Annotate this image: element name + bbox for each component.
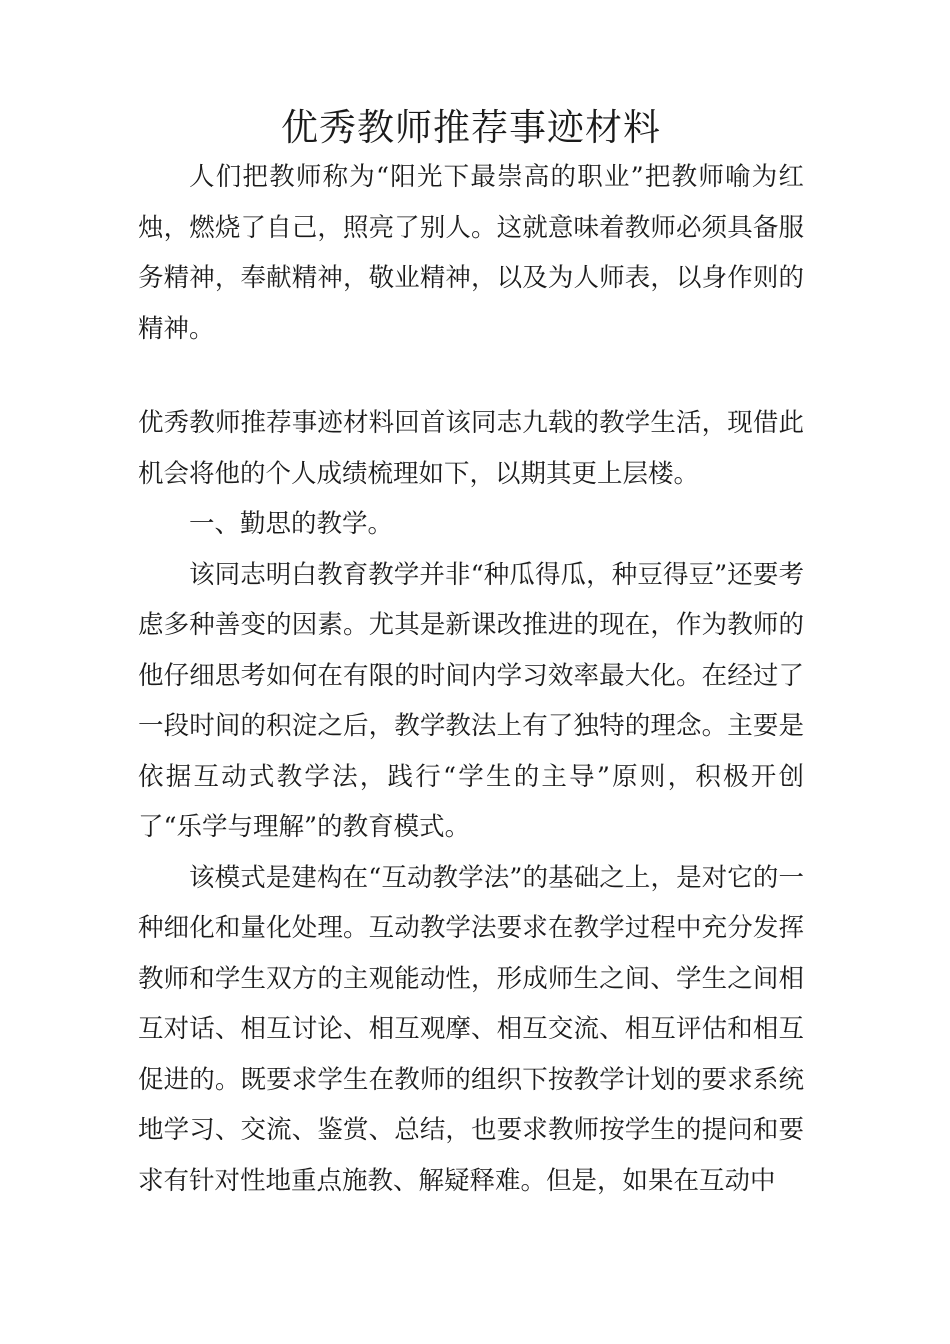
summary-paragraph: 优秀教师推荐事迹材料回首该同志九载的教学生活，现借此机会将他的个人成绩梳理如下，以期其更上层楼。: [138, 408, 804, 489]
body-paragraph: 该同志明白教育教学并非“种瓜得瓜，种豆得豆”还要考虑多种善变的因素。尤其是新课改推进的现在，作为教师的他仔细思考如何在有限的时间内学习效率最大化。在经过了一段时间的积淀之后，教学教法上有了独特的理念。主要是依据互动式教学法，践行“学生的主导”原则，积极开创了“乐学与理解”的教育模式。: [138, 559, 804, 842]
paragraph-spacer: [138, 354, 804, 398]
body-paragraph: 该模式是建构在“互动教学法”的基础之上，是对它的一种细化和量化处理。互动教学法要求在教学过程中充分发挥教师和学生双方的主观能动性，形成师生之间、学生之间相互对话、相互讨论、相互观摩、相互交流、相互评估和相互促进的。既要求学生在教师的组织下按教学计划的要求系统地学习、交流、鉴赏、总结，也要求教师按学生的提问和要求有针对性地重点施教、解疑释难。但是，如果在互动中: [138, 862, 804, 1196]
section-heading: 一、勤思的教学。: [189, 509, 394, 539]
intro-paragraph: 人们把教师称为“阳光下最崇高的职业”把教师喻为红烛，燃烧了自己，照亮了别人。这就意味着教师必须具备服务精神，奉献精神，敬业精神，以及为人师表，以身作则的精神。: [138, 162, 804, 344]
document-title: 优秀教师推荐事迹材料: [281, 106, 661, 149]
document-page: [138, 104, 804, 1206]
